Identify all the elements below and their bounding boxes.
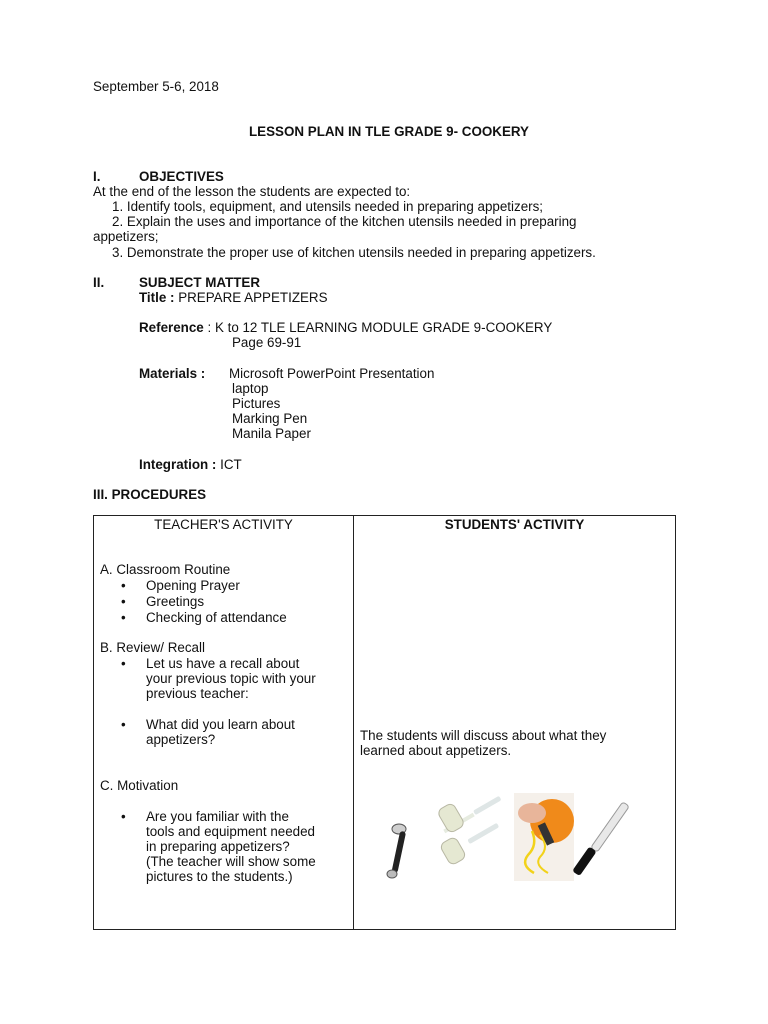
list-item: Checking of attendance xyxy=(146,610,287,625)
student-response-line: learned about appetizers. xyxy=(360,743,512,758)
list-item: Opening Prayer xyxy=(146,578,240,593)
materials-label: Materials : xyxy=(139,366,206,381)
review-recall-heading: B. Review/ Recall xyxy=(100,640,205,655)
list-item: Greetings xyxy=(146,594,205,609)
objectives-intro: At the end of the lesson the students are expected to: xyxy=(93,184,411,199)
procedures-heading: III. PROCEDURES xyxy=(93,487,207,502)
bullet: • xyxy=(121,578,126,593)
material-item: Marking Pen xyxy=(232,411,308,426)
zester-orange-icon xyxy=(514,793,574,881)
document-title: LESSON PLAN IN TLE GRADE 9- COOKERY xyxy=(249,124,529,139)
list-item-line: appetizers? xyxy=(146,732,216,747)
rubber-spatula-icon xyxy=(437,796,502,866)
reference-label: Reference xyxy=(139,320,204,335)
material-item: Pictures xyxy=(232,396,281,411)
date: September 5-6, 2018 xyxy=(93,79,219,94)
material-item: Manila Paper xyxy=(232,426,311,441)
title-line xyxy=(139,290,328,305)
students-activity-header: STUDENTS' ACTIVITY xyxy=(444,517,585,532)
kitchen-tools-pictures xyxy=(382,791,647,886)
classroom-routine-heading: A. Classroom Routine xyxy=(100,562,231,577)
subject-matter-number: II. xyxy=(93,275,105,290)
melon-baller-icon xyxy=(387,824,406,878)
material-item: Microsoft PowerPoint Presentation xyxy=(229,366,435,381)
teacher-activity-header: TEACHER'S ACTIVITY xyxy=(154,517,293,532)
title-label: Title : xyxy=(139,290,175,305)
title-value: PREPARE APPETIZERS xyxy=(178,290,328,305)
material-item: laptop xyxy=(232,381,269,396)
student-response-line: The students will discuss about what they xyxy=(360,728,607,743)
integration-value: ICT xyxy=(220,457,242,472)
bullet: • xyxy=(121,610,126,625)
bullet: • xyxy=(121,809,126,824)
list-item-line: your previous topic with your xyxy=(146,671,316,686)
objective-item-1: 1. Identify tools, equipment, and utensils needed in preparing appetizers; xyxy=(112,199,544,214)
bullet: • xyxy=(121,717,126,732)
teacher-activity-cell xyxy=(94,516,354,930)
objectives-number: I. xyxy=(93,169,101,184)
objectives-heading: OBJECTIVES xyxy=(139,169,224,184)
students-activity-cell xyxy=(354,516,676,930)
reference-line xyxy=(139,320,552,335)
procedures-table xyxy=(93,515,676,930)
reference-page: Page 69-91 xyxy=(232,335,302,350)
list-item-line: What did you learn about xyxy=(146,717,295,732)
list-item-line: previous teacher: xyxy=(146,686,249,701)
reference-value: : K to 12 TLE LEARNING MODULE GRADE 9-COOKERY xyxy=(207,320,553,335)
bullet: • xyxy=(121,656,126,671)
objective-item-3: 3. Demonstrate the proper use of kitchen utensils needed in preparing appetizers. xyxy=(112,245,596,260)
bullet: • xyxy=(121,594,126,609)
list-item-line: pictures to the students.) xyxy=(146,869,293,884)
integration-label: Integration : xyxy=(139,457,217,472)
list-item-line: Let us have a recall about xyxy=(146,656,300,671)
objective-item-2: 2. Explain the uses and importance of the kitchen utensils needed in preparing xyxy=(112,214,577,229)
list-item-line: (The teacher will show some xyxy=(146,854,316,869)
objective-item-2-cont: appetizers; xyxy=(93,229,159,244)
offset-spatula-icon xyxy=(572,802,629,876)
list-item-line: tools and equipment needed xyxy=(146,824,316,839)
list-item-line: in preparing appetizers? xyxy=(146,839,290,854)
integration-line xyxy=(139,457,242,472)
motivation-heading: C. Motivation xyxy=(100,778,179,793)
subject-matter-heading: SUBJECT MATTER xyxy=(139,275,261,290)
list-item-line: Are you familiar with the xyxy=(146,809,289,824)
